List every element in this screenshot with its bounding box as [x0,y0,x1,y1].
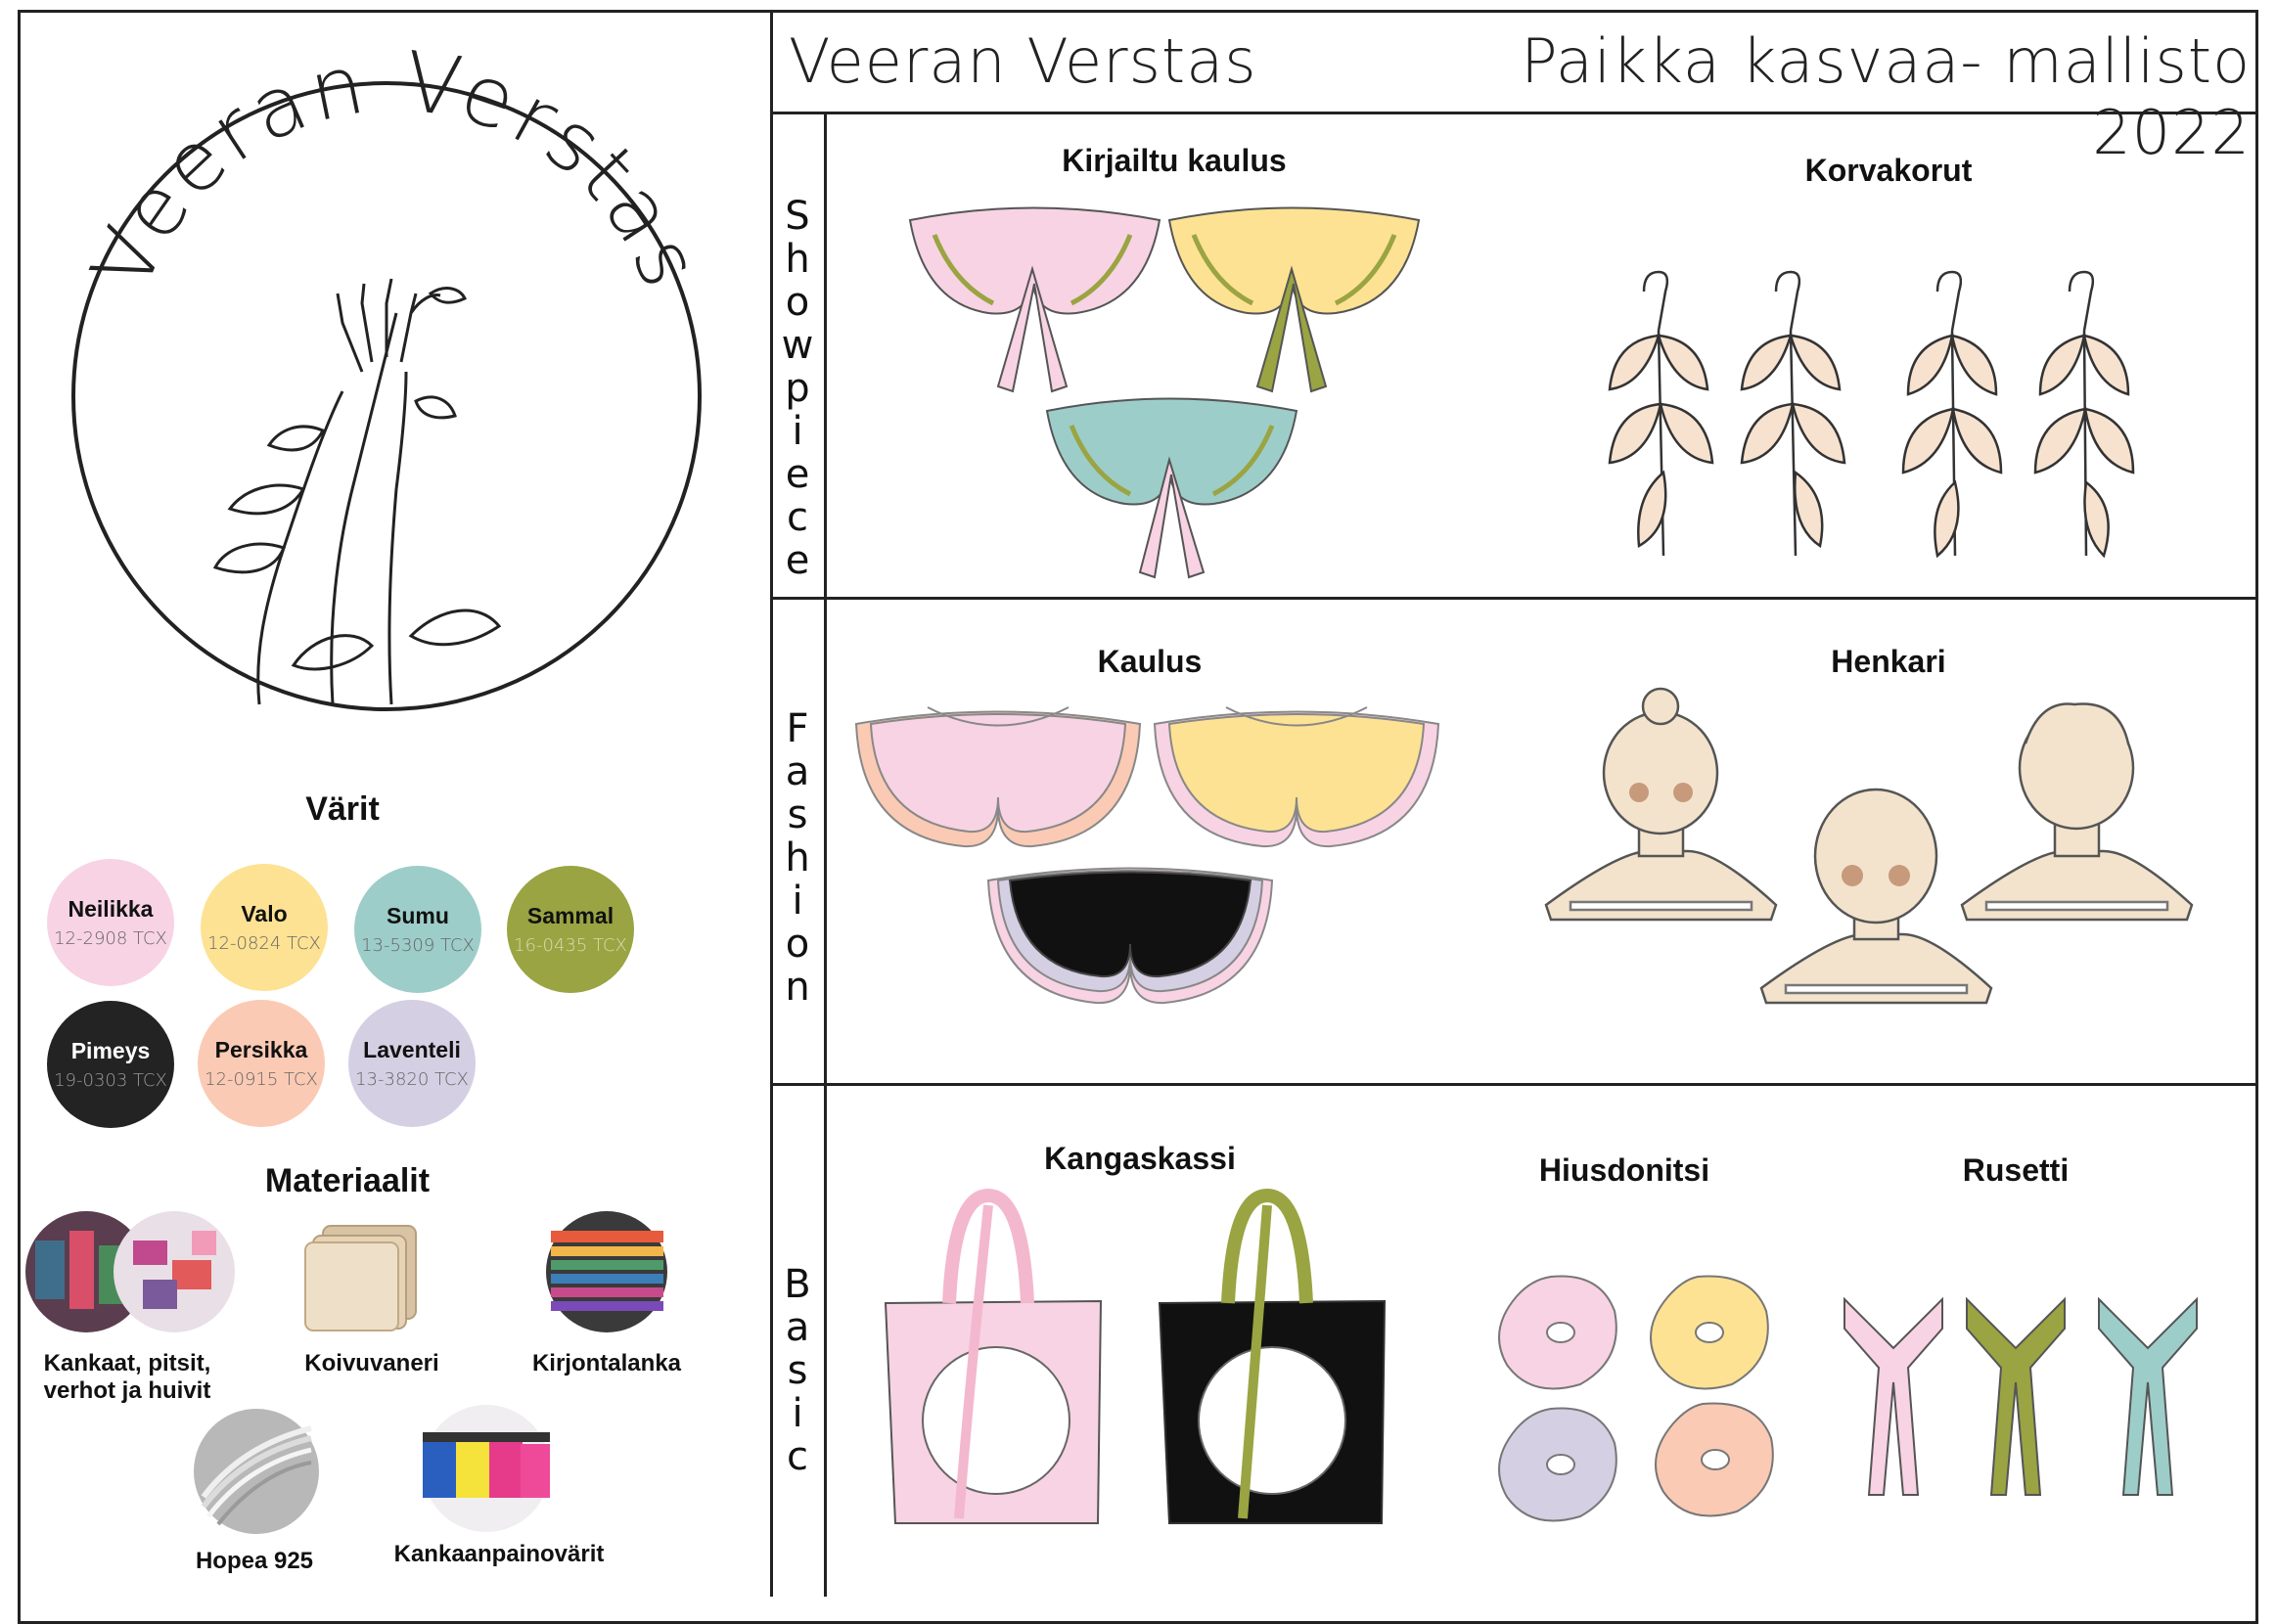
hanger-bun [1546,689,1776,920]
brand-title: Veeran Verstas [789,25,1257,97]
left-divider [770,10,773,1597]
swatch-name: Laventeli [363,1037,461,1062]
swatch-name: Sumu [387,903,449,928]
color-swatch-laventeli [348,1000,476,1127]
category-label: Fashion [775,706,820,1008]
tote-bag-pink [886,1195,1101,1523]
colors-title: Värit [305,790,380,828]
neck-bow-pink [1844,1299,1942,1495]
fabric-paints-photo [423,1405,550,1532]
earring-set-2 [1903,272,2133,556]
swatch-name: Persikka [214,1037,308,1062]
category-showpiece [775,194,820,586]
color-swatch-sumu [354,866,481,993]
collar-yellow-pink-ruffle [1155,707,1438,846]
neck-bows-illustration [1840,1289,2202,1505]
swatch-name: Sammal [526,903,615,928]
earring-set-1 [1610,272,1844,556]
category-label: Showpiece [775,194,820,581]
collar-pink [910,208,1160,392]
swatch-name: Neilikka [68,896,154,922]
swatch-code: 12-2908 TCX [54,928,167,949]
swatch-code: 13-5309 TCX [361,935,475,956]
materials-title: Materiaalit [264,1162,431,1199]
color-swatch-neilikka [47,859,174,986]
category-fashion [775,706,820,1013]
swatch-name: Pimeys [70,1038,151,1063]
color-swatch-valo [201,864,328,991]
category-basic [775,1262,820,1482]
collar-yellow [1169,208,1419,392]
product-label-korvakorut: Korvakorut [1804,153,1973,188]
product-label-rusetti: Rusetti [1962,1152,2070,1188]
category-column-divider [824,112,827,1597]
product-label-kirjailtu-kaulus: Kirjailtu kaulus [1062,143,1287,178]
tote-bag-black [1160,1195,1385,1523]
tote-bags-illustration [881,1195,1394,1538]
material-label-plywood: Koivuvaneri [304,1350,439,1376]
product-label-henkari: Henkari [1831,644,1946,679]
color-swatch-sammal [507,866,634,993]
logo-graphic [68,33,721,714]
hangers-illustration [1541,685,2197,1008]
logo-text: Veeran Verstas [72,33,721,304]
product-label-kangaskassi: Kangaskassi [1044,1141,1236,1176]
collar-black-lavender-ruffle [988,869,1272,1004]
material-label-fabrics: Kankaat, pitsit, verhot ja huivit [43,1350,211,1404]
hanger-curly [1962,704,2192,921]
embroidery-thread-photo [546,1211,668,1333]
color-swatch-persikka [198,1000,325,1127]
row-divider-2 [770,1083,2258,1086]
swatch-name: Valo [241,901,288,926]
collar-mint [1047,399,1297,578]
swatch-code: 16-0435 TCX [514,935,627,956]
fabric-swatches-photo [25,1211,235,1333]
hand-plant-illustration [215,279,499,704]
logo [68,33,721,714]
swatch-code: 19-0303 TCX [54,1070,167,1091]
swatch-code: 13-3820 TCX [355,1069,469,1090]
color-swatch-pimeys [47,1001,174,1128]
hanger-wavy [1761,789,1991,1003]
silver-925-photo [194,1409,319,1534]
material-label-thread: Kirjontalanka [531,1350,682,1376]
product-label-kaulus: Kaulus [1097,644,1203,679]
scrunchies-illustration [1492,1272,1776,1536]
ruffle-collars-illustration [851,699,1448,1013]
leaf-earrings-illustration [1605,272,2172,565]
neck-bow-mint [2099,1299,2197,1495]
row-divider-1 [770,597,2258,600]
neck-bow-green [1967,1299,2065,1495]
birch-plywood-photo [303,1211,434,1333]
product-label-hiusdonitsi: Hiusdonitsi [1538,1152,1710,1188]
swatch-code: 12-0915 TCX [205,1069,318,1090]
category-label: Basic [775,1262,820,1477]
swatch-code: 12-0824 TCX [207,933,321,954]
material-label-silver: Hopea 925 [195,1548,314,1574]
collection-title: Paikka kasvaa- mallisto 2022 [1521,25,2251,168]
collar-pink-peach-ruffle [856,707,1140,846]
material-label-paints: Kankaanpainovärit [393,1541,605,1567]
embroidered-collars-illustration [905,196,1424,587]
